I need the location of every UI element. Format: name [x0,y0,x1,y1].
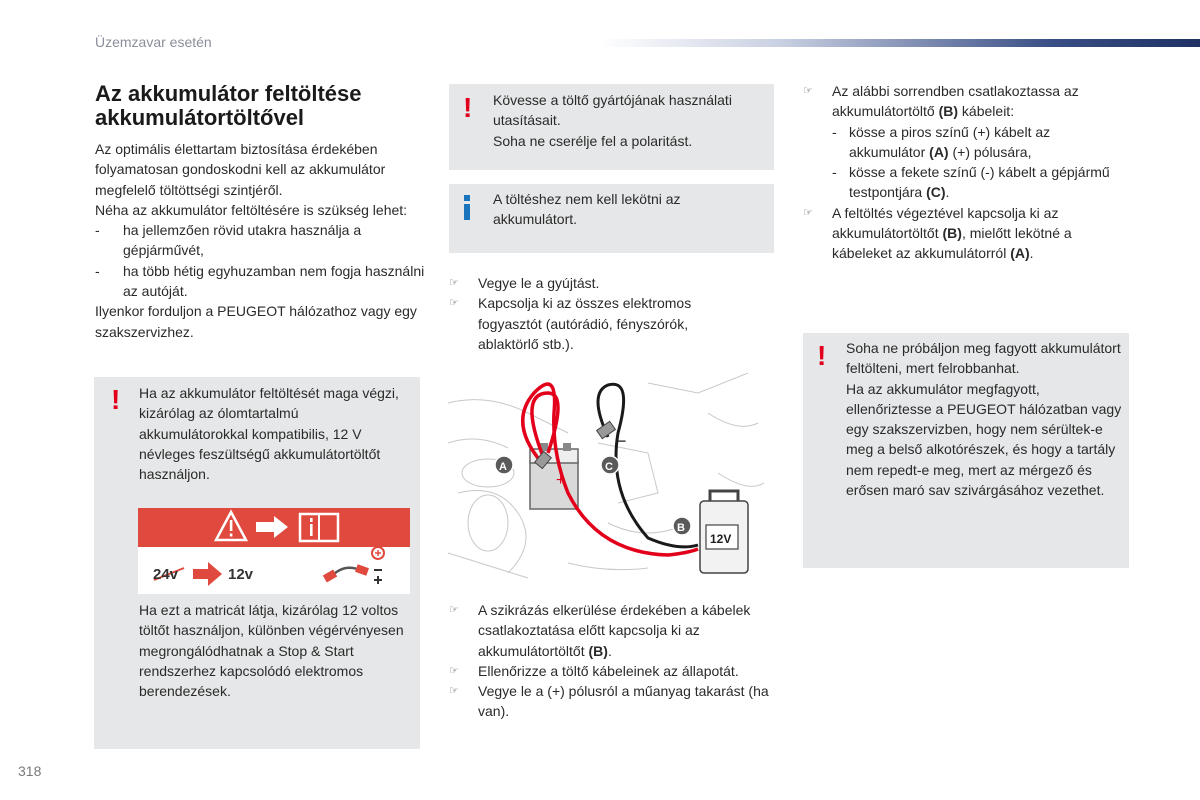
label-c: C [605,461,613,473]
hand-pointer-icon: ☞ [449,297,459,310]
hand-pointer-icon: ☞ [449,277,459,289]
hand-pointer-icon: ☞ [803,85,813,97]
warning-box-frozen [803,333,1129,568]
warning-line-1: Soha ne próbáljon meg fagyott akkumulátort feltölteni, mert felrobbanhat. [846,340,1121,377]
steps-connection [803,81,1113,264]
intro-paragraph-2: Néha az akkumulátor feltöltésére is szükség lehet: [95,201,408,218]
list-item: - ha több hétig egyhuzamban nem fogja használni az autóját. [95,261,425,302]
list-item: - kösse a fekete színű (-) kábelt a gépjármű testpontjára (C). [832,162,1113,203]
intro-paragraph-3: Ilyenkor forduljon a PEUGEOT hálózathoz vagy egy szakszervizhez. [95,303,417,340]
warning-text [846,338,1122,500]
battery-sticker [138,508,410,594]
steps-safety [449,600,779,722]
list-item: ☞ A szikrázás elkerülése érdekében a kábelek csatlakoztatása előtt kapcsolja ki az akkumulátortöltőt (B). [449,602,751,659]
page-number: 318 [18,763,42,779]
list-item: ☞ Ellenőrizze a töltő kábeleinek az állapotát. [449,661,779,681]
page-title: Az akkumulátor feltöltése akkumulátortöltővel [95,81,362,130]
warning-text: Ha az akkumulátor feltöltését maga végzi, kizárólag az ólomtartalmú akkumulátorokkal kompatibilis, 12 V névleges feszültségű akkumulátortöltőt használjon. [139,385,399,483]
info-box [449,184,774,253]
warning-text [493,90,763,151]
warning-exclamation-icon: ! [111,384,121,415]
connection-order-list [832,122,1113,203]
hand-pointer-icon: ☞ [449,685,459,698]
intro-paragraph-1: Az optimális élettartam biztosítása érdekében folyamatosan gondoskodni kell az akkumulátor megfelelő töltöttségi szintjéről. [95,141,386,198]
hand-pointer-icon: ☞ [449,604,459,616]
charger-voltage-label: 12V [710,532,732,546]
list-item: - kösse a piros színű (+) kábelt az akkumulátor (A) (+) pólusára, [832,122,1113,163]
warning-triangle-icon [216,512,246,540]
list-item: ☞ A feltöltés végeztével kapcsolja ki az akkumulátortöltőt (B), mielőtt lekötné a kábeleket az akkumulátorról (A). [803,204,1072,262]
arrow-icon [256,516,288,538]
section-title: Üzemzavar esetén [95,34,212,50]
label-b: B [677,522,685,534]
list-item: - ha jellemzően rövid utakra használja a gépjárművét, [95,220,425,261]
warning-sticker-text: Ha ezt a matricát látja, kizárólag 12 voltos töltőt használjon, különben végérvényesen megrongálódhatnak a Stop & Start rendszerhez kapcsolódó elektromos berendezések. [139,602,404,700]
positive-terminal-label: + [556,472,566,489]
intro-list [95,220,425,301]
negative-label: − [616,431,627,451]
sticker-graphic [138,508,410,594]
info-icon [464,195,470,201]
info-icon-bar [464,204,470,220]
info-text: A töltéshez nem kell lekötni az akkumulátort. [493,191,681,228]
intro-text [95,139,425,342]
sticker-voltage-24v: 24v [153,566,179,583]
list-item: ☞ Az alábbi sorrendben csatlakoztassa az akkumulátortöltő (B) kábeleit: - kösse a piros színű (+) kábelt az akkumulátor (A) (+) pólusára, - kösse a fekete színű (-) kábelt a gépjármű testpontjára (C). [803,81,1113,203]
header-bar [600,39,1200,47]
sticker-voltage-12v: 12v [228,566,254,583]
list-item: ☞ Vegye le a (+) pólusról a műanyag takarást (ha van). [449,683,769,720]
list-item: ☞ Vegye le a gyújtást. [449,273,749,293]
warning-line-2: Ha az akkumulátor megfagyott, ellenőriztesse a PEUGEOT hálózatban vagy egy szakszervizben, hogy nem sérültek-e meg a belső alkotórészek, és hogy a tartály nem repedt-e meg, mert az mérgező és erősen maró sav szivárgásához vezethet. [846,380,1122,499]
book-icon [300,514,338,541]
warning-exclamation-icon: ! [817,340,827,371]
hand-pointer-icon: ☞ [803,206,813,219]
jumper-cable-icon [323,547,384,584]
charging-diagram [448,373,764,583]
warning-exclamation-icon: ! [463,92,473,123]
steps-preparation [449,273,749,354]
arrow-icon [193,562,222,586]
warning-box-polarity [449,84,774,170]
hand-pointer-icon: ☞ [449,664,459,677]
warning-line-2: Soha ne cserélje fel a polaritást. [493,132,693,149]
list-item: ☞ Kapcsolja ki az összes elektromos fogyasztót (autórádió, fényszórók, ablaktörlő stb.). [449,295,692,352]
label-a: A [499,461,507,473]
diagram-illustration [448,373,764,583]
warning-line-1: Kövesse a töltő gyártójának használati utasításait. [493,92,732,129]
